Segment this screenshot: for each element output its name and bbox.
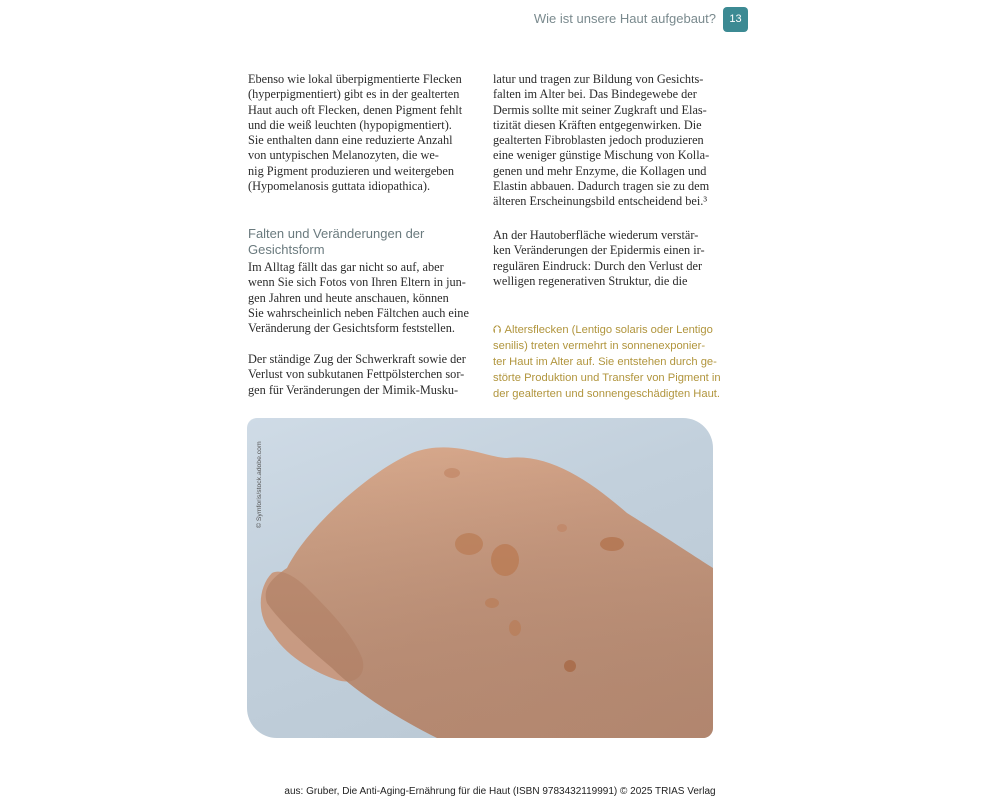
- left-paragraph-3: [248, 352, 476, 398]
- left-paragraph-2: [248, 260, 476, 336]
- text-line: falten im Alter bei. Das Bindegewebe der: [493, 87, 697, 102]
- text-line: gealterten Fibroblasten jedoch produzieren: [493, 133, 704, 148]
- caption-line: der gealterten und sonnengeschädigten Haut.: [493, 388, 721, 400]
- text-line: (hyperpigmentiert) gibt es in der gealterten: [248, 87, 460, 102]
- right-paragraph-2: [493, 228, 721, 289]
- text-line: Haut auch oft Flecken, denen Pigment fehlt: [248, 102, 463, 117]
- right-paragraph-1: [493, 72, 721, 210]
- text-line: Sie enthalten dann eine reduzierte Anzahl: [248, 133, 453, 148]
- hand-illustration: [247, 418, 713, 738]
- caption-line: störte Produktion und Transfer von Pigment in: [493, 372, 721, 384]
- age-spot: [455, 533, 483, 555]
- text-line: Elastin abbauen. Dadurch tragen sie zu dem: [493, 179, 710, 194]
- age-spot: [485, 598, 499, 608]
- text-line: tizität diesen Kräften entgegenwirken. Die: [493, 117, 702, 132]
- arrow-icon: ⮉: [493, 324, 502, 336]
- text-line: Dermis sollte mit seiner Zugkraft und Elas-: [493, 102, 707, 117]
- age-spot: [557, 524, 567, 532]
- text-line: Ebenso wie lokal überpigmentierte Flecken: [248, 72, 462, 86]
- section-heading: [248, 226, 478, 257]
- text-line: regulären Eindruck: Durch den Verlust der: [493, 258, 703, 273]
- text-line: Im Alltag fällt das gar nicht so auf, aber: [248, 260, 444, 274]
- page-number-badge: 13: [723, 7, 748, 32]
- text-line: An der Hautoberfläche wiederum verstär-: [493, 228, 699, 242]
- text-line: ken Veränderungen der Epidermis einen ir-: [493, 243, 705, 258]
- text-line: gen Jahren und heute anschauen, können: [248, 290, 449, 305]
- footer: aus: Gruber, Die Anti-Aging-Ernährung für die Haut (ISBN 9783432119991) © 2025 TRIAS Verlag: [284, 786, 716, 797]
- left-paragraph-1: [248, 72, 476, 194]
- caption-text: Altersflecken (Lentigo solaris oder Lentigo: [504, 324, 713, 336]
- caption-line: ter Haut im Alter auf. Sie entstehen durch ge-: [493, 356, 717, 368]
- text-line: wenn Sie sich Fotos von Ihren Eltern in jun-: [248, 275, 466, 290]
- heading-line: Falten und Veränderungen der: [248, 226, 425, 241]
- caption-line: senilis) treten vermehrt in sonnenexponier-: [493, 340, 706, 352]
- age-spot: [600, 537, 624, 551]
- text-line: und die weiß leuchten (hypopigmentiert).: [248, 117, 452, 132]
- photo-credit: © Symforis/stock.adobe.com: [256, 441, 263, 528]
- text-line: welligen regenerativen Struktur, die die: [493, 273, 688, 288]
- text-line: nig Pigment produzieren und weitergeben: [248, 163, 455, 178]
- text-line: Sie wahrscheinlich neben Fältchen auch eine: [248, 305, 469, 320]
- age-spot: [564, 660, 576, 672]
- caption-line: [493, 322, 719, 338]
- heading-line: Gesichtsform: [248, 241, 325, 257]
- hand-photo: [247, 418, 713, 738]
- text-line: (Hypomelanosis guttata idiopathica).: [248, 179, 431, 194]
- age-spot: [509, 620, 521, 636]
- text-line: von untypischen Melanozyten, die we-: [248, 148, 439, 163]
- text-line: gen für Veränderungen der Mimik-Musku-: [248, 382, 459, 397]
- age-spot: [444, 468, 460, 478]
- text-line: genen und mehr Enzyme, die Kollagen und: [493, 163, 707, 178]
- text-line: Verlust von subkutanen Fettpölsterchen sor-: [248, 367, 465, 382]
- text-line: latur und tragen zur Bildung von Gesichts-: [493, 72, 704, 86]
- text-line: Veränderung der Gesichtsform feststellen.: [248, 321, 455, 336]
- text-line: älteren Erscheinungsbild entscheidend bei.³: [493, 194, 708, 209]
- running-title: Wie ist unsere Haut aufgebaut?: [533, 11, 716, 26]
- age-spot: [491, 544, 519, 576]
- text-line: eine weniger günstige Mischung von Kolla-: [493, 148, 710, 163]
- image-caption: [493, 322, 719, 402]
- text-line: Der ständige Zug der Schwerkraft sowie der: [248, 352, 466, 366]
